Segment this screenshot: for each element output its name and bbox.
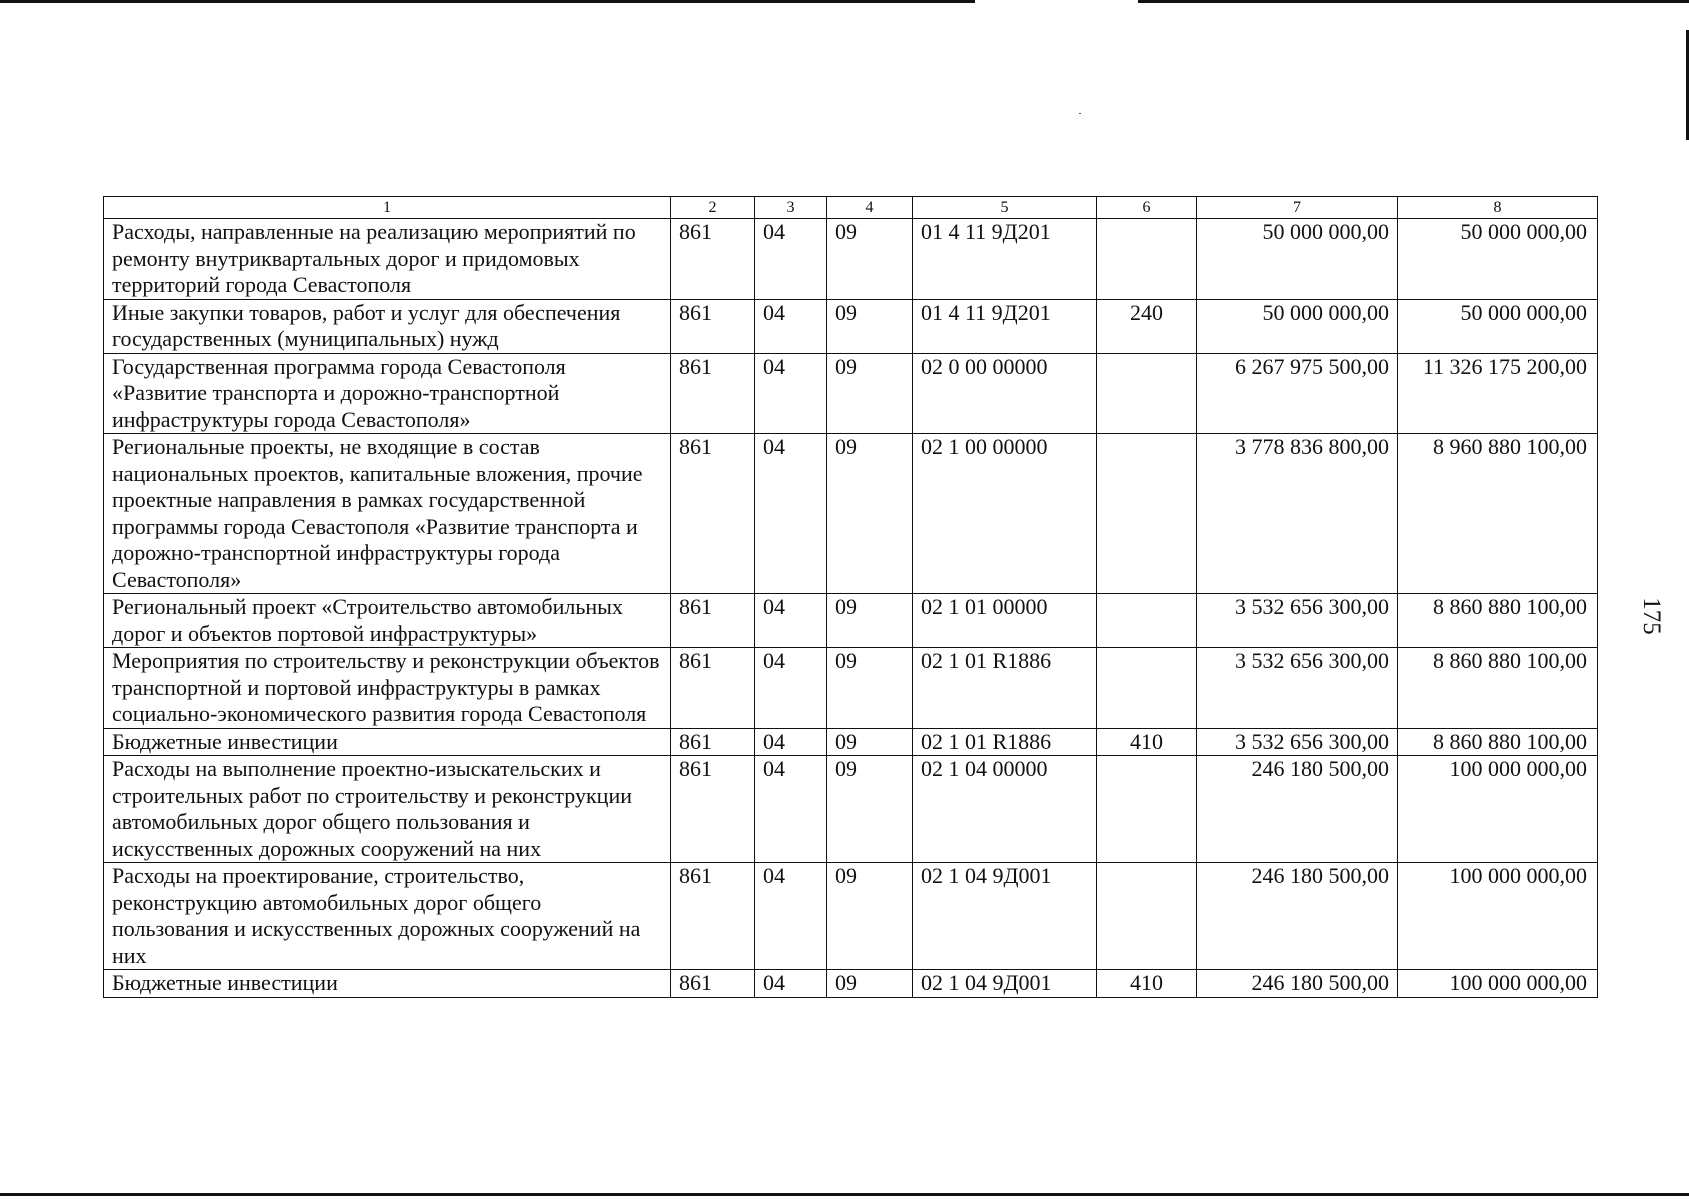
amount-col7-cell: 246 180 500,00 bbox=[1197, 863, 1398, 970]
scan-border-top-right bbox=[1138, 0, 1689, 3]
section-code-cell: 04 bbox=[755, 299, 827, 353]
target-article-cell: 02 1 01 R1886 bbox=[913, 728, 1097, 756]
target-article-cell: 02 1 04 9Д001 bbox=[913, 863, 1097, 970]
ministry-code-cell: 861 bbox=[671, 353, 755, 434]
section-code-cell: 04 bbox=[755, 970, 827, 998]
amount-col8-cell: 8 860 880 100,00 bbox=[1398, 594, 1598, 648]
amount-col8-cell: 8 860 880 100,00 bbox=[1398, 648, 1598, 729]
header-cell: 4 bbox=[827, 197, 913, 219]
subsection-code-cell: 09 bbox=[827, 863, 913, 970]
expense-name-cell: Региональный проект «Строительство автомобильных дорог и объектов портовой инфраструктуры» bbox=[104, 594, 671, 648]
header-cell: 8 bbox=[1398, 197, 1598, 219]
expense-name-cell: Бюджетные инвестиции bbox=[104, 970, 671, 998]
section-code-cell: 04 bbox=[755, 756, 827, 863]
subsection-code-cell: 09 bbox=[827, 299, 913, 353]
amount-col8-cell: 100 000 000,00 bbox=[1398, 863, 1598, 970]
ministry-code-cell: 861 bbox=[671, 970, 755, 998]
section-code-cell: 04 bbox=[755, 594, 827, 648]
amount-col7-cell: 246 180 500,00 bbox=[1197, 756, 1398, 863]
subsection-code-cell: 09 bbox=[827, 970, 913, 998]
amount-col7-cell: 3 532 656 300,00 bbox=[1197, 648, 1398, 729]
ministry-code-cell: 861 bbox=[671, 594, 755, 648]
amount-col8-cell: 8 960 880 100,00 bbox=[1398, 434, 1598, 594]
table-body bbox=[104, 197, 1598, 998]
ministry-code-cell: 861 bbox=[671, 299, 755, 353]
header-cell: 2 bbox=[671, 197, 755, 219]
ministry-code-cell: 861 bbox=[671, 648, 755, 729]
amount-col7-cell: 3 532 656 300,00 bbox=[1197, 594, 1398, 648]
section-code-cell: 04 bbox=[755, 728, 827, 756]
expense-type-cell bbox=[1097, 353, 1197, 434]
subsection-code-cell: 09 bbox=[827, 594, 913, 648]
amount-col8-cell: 50 000 000,00 bbox=[1398, 219, 1598, 300]
expense-name-cell: Государственная программа города Севастополя «Развитие транспорта и дорожно-транспортной инфраструктуры города Севастополя» bbox=[104, 353, 671, 434]
table-row bbox=[104, 219, 1598, 300]
section-code-cell: 04 bbox=[755, 219, 827, 300]
amount-col8-cell: 11 326 175 200,00 bbox=[1398, 353, 1598, 434]
target-article-cell: 02 0 00 00000 bbox=[913, 353, 1097, 434]
subsection-code-cell: 09 bbox=[827, 353, 913, 434]
target-article-cell: 02 1 04 00000 bbox=[913, 756, 1097, 863]
header-row bbox=[104, 197, 1598, 219]
scan-border-bottom bbox=[0, 1193, 1689, 1196]
target-article-cell: 02 1 01 R1886 bbox=[913, 648, 1097, 729]
table-row bbox=[104, 299, 1598, 353]
amount-col7-cell: 246 180 500,00 bbox=[1197, 970, 1398, 998]
target-article-cell: 01 4 11 9Д201 bbox=[913, 219, 1097, 300]
amount-col8-cell: 50 000 000,00 bbox=[1398, 299, 1598, 353]
ministry-code-cell: 861 bbox=[671, 219, 755, 300]
expense-type-cell: 410 bbox=[1097, 728, 1197, 756]
section-code-cell: 04 bbox=[755, 863, 827, 970]
header-cell: 5 bbox=[913, 197, 1097, 219]
expense-type-cell bbox=[1097, 219, 1197, 300]
target-article-cell: 01 4 11 9Д201 bbox=[913, 299, 1097, 353]
amount-col7-cell: 50 000 000,00 bbox=[1197, 299, 1398, 353]
expense-type-cell bbox=[1097, 863, 1197, 970]
budget-table bbox=[103, 196, 1598, 998]
header-cell: 7 bbox=[1197, 197, 1398, 219]
expense-name-cell: Иные закупки товаров, работ и услуг для обеспечения государственных (муниципальных) нужд bbox=[104, 299, 671, 353]
subsection-code-cell: 09 bbox=[827, 648, 913, 729]
expense-name-cell: Расходы на выполнение проектно-изыскательских и строительных работ по строительству и реконструкции автомобильных дорог общего пользования и искусственных дорожных сооружений на них bbox=[104, 756, 671, 863]
page-number: 175 bbox=[1638, 597, 1665, 635]
table-row bbox=[104, 728, 1598, 756]
expense-type-cell bbox=[1097, 594, 1197, 648]
section-code-cell: 04 bbox=[755, 434, 827, 594]
subsection-code-cell: 09 bbox=[827, 756, 913, 863]
amount-col7-cell: 3 532 656 300,00 bbox=[1197, 728, 1398, 756]
expense-name-cell: Бюджетные инвестиции bbox=[104, 728, 671, 756]
table-row bbox=[104, 353, 1598, 434]
expense-type-cell: 410 bbox=[1097, 970, 1197, 998]
target-article-cell: 02 1 04 9Д001 bbox=[913, 970, 1097, 998]
expense-name-cell: Расходы на проектирование, строительство, реконструкцию автомобильных дорог общего пользования и искусственных дорожных сооружений на них bbox=[104, 863, 671, 970]
scan-border-top-left bbox=[0, 0, 975, 3]
ministry-code-cell: 861 bbox=[671, 728, 755, 756]
expense-name-cell: Расходы, направленные на реализацию мероприятий по ремонту внутриквартальных дорог и придомовых территорий города Севастополя bbox=[104, 219, 671, 300]
scan-speck bbox=[1079, 113, 1081, 114]
target-article-cell: 02 1 01 00000 bbox=[913, 594, 1097, 648]
table-row bbox=[104, 863, 1598, 970]
ministry-code-cell: 861 bbox=[671, 756, 755, 863]
table-row bbox=[104, 434, 1598, 594]
subsection-code-cell: 09 bbox=[827, 728, 913, 756]
amount-col7-cell: 3 778 836 800,00 bbox=[1197, 434, 1398, 594]
expense-type-cell bbox=[1097, 756, 1197, 863]
subsection-code-cell: 09 bbox=[827, 219, 913, 300]
ministry-code-cell: 861 bbox=[671, 434, 755, 594]
table-row bbox=[104, 756, 1598, 863]
table-row bbox=[104, 648, 1598, 729]
amount-col7-cell: 50 000 000,00 bbox=[1197, 219, 1398, 300]
amount-col8-cell: 100 000 000,00 bbox=[1398, 756, 1598, 863]
expense-type-cell bbox=[1097, 434, 1197, 594]
amount-col8-cell: 100 000 000,00 bbox=[1398, 970, 1598, 998]
amount-col7-cell: 6 267 975 500,00 bbox=[1197, 353, 1398, 434]
header-cell: 3 bbox=[755, 197, 827, 219]
section-code-cell: 04 bbox=[755, 648, 827, 729]
subsection-code-cell: 09 bbox=[827, 434, 913, 594]
header-cell: 6 bbox=[1097, 197, 1197, 219]
expense-name-cell: Региональные проекты, не входящие в состав национальных проектов, капитальные вложения, прочие проектные направления в рамках государственной программы города Севастополя «Развитие транспорта и дорожно-транспортной инфраструктуры города Севастополя» bbox=[104, 434, 671, 594]
section-code-cell: 04 bbox=[755, 353, 827, 434]
expense-type-cell: 240 bbox=[1097, 299, 1197, 353]
header-cell: 1 bbox=[104, 197, 671, 219]
table-row bbox=[104, 594, 1598, 648]
expense-name-cell: Мероприятия по строительству и реконструкции объектов транспортной и портовой инфраструктуры в рамках социально-экономического развития города Севастополя bbox=[104, 648, 671, 729]
amount-col8-cell: 8 860 880 100,00 bbox=[1398, 728, 1598, 756]
table-row bbox=[104, 970, 1598, 998]
target-article-cell: 02 1 00 00000 bbox=[913, 434, 1097, 594]
ministry-code-cell: 861 bbox=[671, 863, 755, 970]
expense-type-cell bbox=[1097, 648, 1197, 729]
